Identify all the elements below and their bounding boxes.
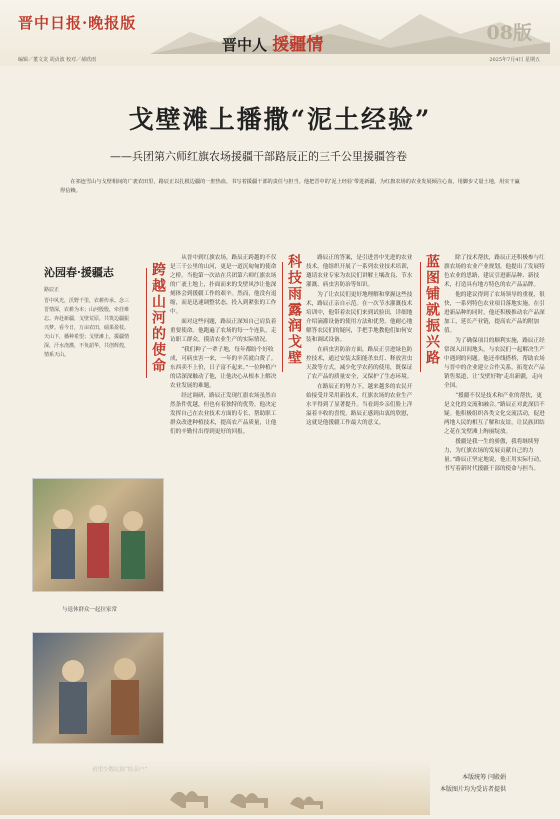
- section2-paragraph: 在病虫害防治方面，路辰正引进绿色防控技术，通过安装太阳能杀虫灯、释放害虫天敌等方式，减少化学农药的使用，既保证了农产品的质量安全，又保护了生态环境。: [306, 347, 413, 380]
- section2-paragraph: 路辰正的答案，是引进晋中先进的农业技术。他组织开展了一系列农业技术培训，邀请农业专家为农民们讲解土壤改良、节水灌溉、病虫害防治等知识。: [306, 255, 413, 288]
- section1-paragraph: 面对这些问题，路辰正深知自己肩负着重要使命。他跑遍了农场的每一个连队，走访职工群众，摸清农业生产的实际情况。: [170, 319, 277, 343]
- camel-caravan-illustration: [0, 760, 430, 815]
- page-number: 08版: [486, 22, 532, 44]
- section3-title: 蓝图铺就振兴路: [424, 254, 440, 366]
- column-name: 援疆情: [272, 35, 324, 55]
- photo-visiting-family: [32, 632, 164, 744]
- section3-body: [444, 254, 546, 475]
- photo-with-retirees: [32, 478, 164, 592]
- photo1-caption: 与退休群众一起拉家常: [62, 607, 118, 613]
- intro-paragraph: 在祁连雪山与戈壁相间的广袤农田里，路辰正以扎根边疆的一腔热血，书写着援疆干部的责任与担当。他把晋中的‘泥土经验’带进新疆，为红旗农场的农业发展倾注心血，用脚步丈量土地，用实干赢得信赖。: [60, 179, 520, 194]
- section3-rule: [420, 262, 421, 372]
- masthead: [0, 0, 560, 66]
- section1-title: 跨越山河的使命: [150, 262, 166, 374]
- subheadline: ——兵团第六师红旗农场援疆干部路辰正的三千公里援疆答卷: [110, 150, 407, 163]
- photo-people-illustration-2: [33, 633, 163, 743]
- poem-sidebar: [30, 252, 138, 360]
- camel-silhouettes: [0, 760, 430, 815]
- section2-paragraph: 在路辰正的努力下，越来越多的农民开始接受并采用新技术，红旗农场的农业生产水平得到了显著提升。当看到乡亲们脸上洋溢着丰收的喜悦，路辰正感到由衷的欣慰，这就是他援疆工作最大的意义。: [306, 384, 413, 426]
- coordinator-credit: 本版统筹 闫殿娟: [462, 774, 506, 781]
- section2-rule: [282, 262, 283, 372]
- issue-date: 2025年7月4日 星期五: [489, 57, 540, 63]
- section2-title: 科技雨露润戈壁: [286, 254, 302, 366]
- section2-paragraph: 为了让农民们更好地理解和掌握这些技术，路辰正亲自示范。在一次节水灌溉技术培训中，他带着农民们来到试验田，详细地介绍滴灌设备的使用方法和优势。他耐心地解答农民们的疑问，手把手地教他们如何安装和调试设备。: [306, 292, 413, 343]
- column-title: [222, 30, 323, 55]
- section3-paragraph: 为了确保项目的顺利实施，路辰正经常深入田间地头，与农民们一起解决生产中遇到的问题。他还牵线搭桥，帮助农场与晋中的企业建立合作关系，拓宽农产品销售渠道，让‘戈壁好物’走出新疆，走向全国。: [444, 338, 545, 389]
- poem-title: 沁园春·援疆志: [44, 266, 114, 279]
- photo-people-illustration: [33, 479, 163, 591]
- section2-body: [306, 254, 416, 429]
- section1-rule: [146, 268, 147, 378]
- section1-paragraph: 从晋中到红旗农场，路辰正跨越的不仅是三千公里的山河，更是一道沉甸甸的使命之桥。当他第一次站在兵团第六师红旗农场的广袤土地上，扑面而来的戈壁风沙让他深刻体会到援疆工作的艰辛。然而，他没有退缩，而是迅速调整状态，投入到紧张的工作中。: [170, 255, 277, 315]
- column-prefix: 晋中人: [222, 36, 268, 54]
- poem-author: 路辰正: [44, 287, 60, 293]
- poem-text: 晋中风光，沃野千里，农耕传承。念三晋情深，农耕为本；山河殷殷，牵挂难忘。奔赴新疆，戈壁荒原，共筑边疆振兴梦。看今日，万亩农田，硕果盈枝。天山下，播种希望；戈壁滩上，援疆情深，汗水浇灌，不负韶华，共创辉煌，情系天山。: [44, 298, 130, 358]
- headline: 戈壁滩上播撒“泥土经验”: [128, 105, 432, 134]
- section1-body: [170, 254, 280, 438]
- editor-credit: 编辑／董文龙 胡贞波 校对／郝欣雨: [18, 57, 97, 63]
- newspaper-logo: 晋中日报·晚报版: [18, 14, 137, 32]
- section1-paragraph: 经过调研，路辰正发现红旗农场虽然自然条件优越，但也有着独特的优势。他决定发挥自己在农业技术方面的专长，帮助职工群众改进种植技术，提高农产品质量，让他们的辛勤付出得到更好的回报。: [170, 393, 277, 435]
- section1-paragraph: “我们种了一辈子地，每年都盼个好收成，可病虫害一来，一年的辛苦就白费了。东西卖不上价，日子富不起来。”一位种植户的话深深触动了他，让他决心从根本上解决农业发展的难题。: [170, 347, 277, 389]
- section3-paragraph: “援疆不仅是技术和产业的帮扶，更是文化的交流和融合。”路辰正对此深信不疑。他积极组织各类文化交流活动，促进两地人民的相互了解和友谊，让民族团结之花在戈壁滩上绚丽绽放。: [444, 393, 545, 435]
- section3-paragraph: 援疆是我一生的骄傲，我将继续努力，为红旗农场的发展贡献自己的力量。”路辰正坚定地说，他正用实际行动，书写着新时代援疆干部的使命与担当。: [444, 439, 545, 472]
- photo-credit: 本版图片均为受访者提供: [439, 786, 506, 793]
- section3-paragraph: 除了技术帮扶，路辰正还积极参与红旗农场的农业产业规划。他提出了发展特色农业的思路，建议引进新品种、新技术，打造具有地方特色的农产品品牌。: [444, 255, 545, 288]
- section3-paragraph: 他的建议得到了农场领导的重视，很快，一系列特色农业项目落地实施。在引进新品种的同时，他还积极推动农产品深加工，延长产业链，提高农产品的附加值。: [444, 292, 545, 334]
